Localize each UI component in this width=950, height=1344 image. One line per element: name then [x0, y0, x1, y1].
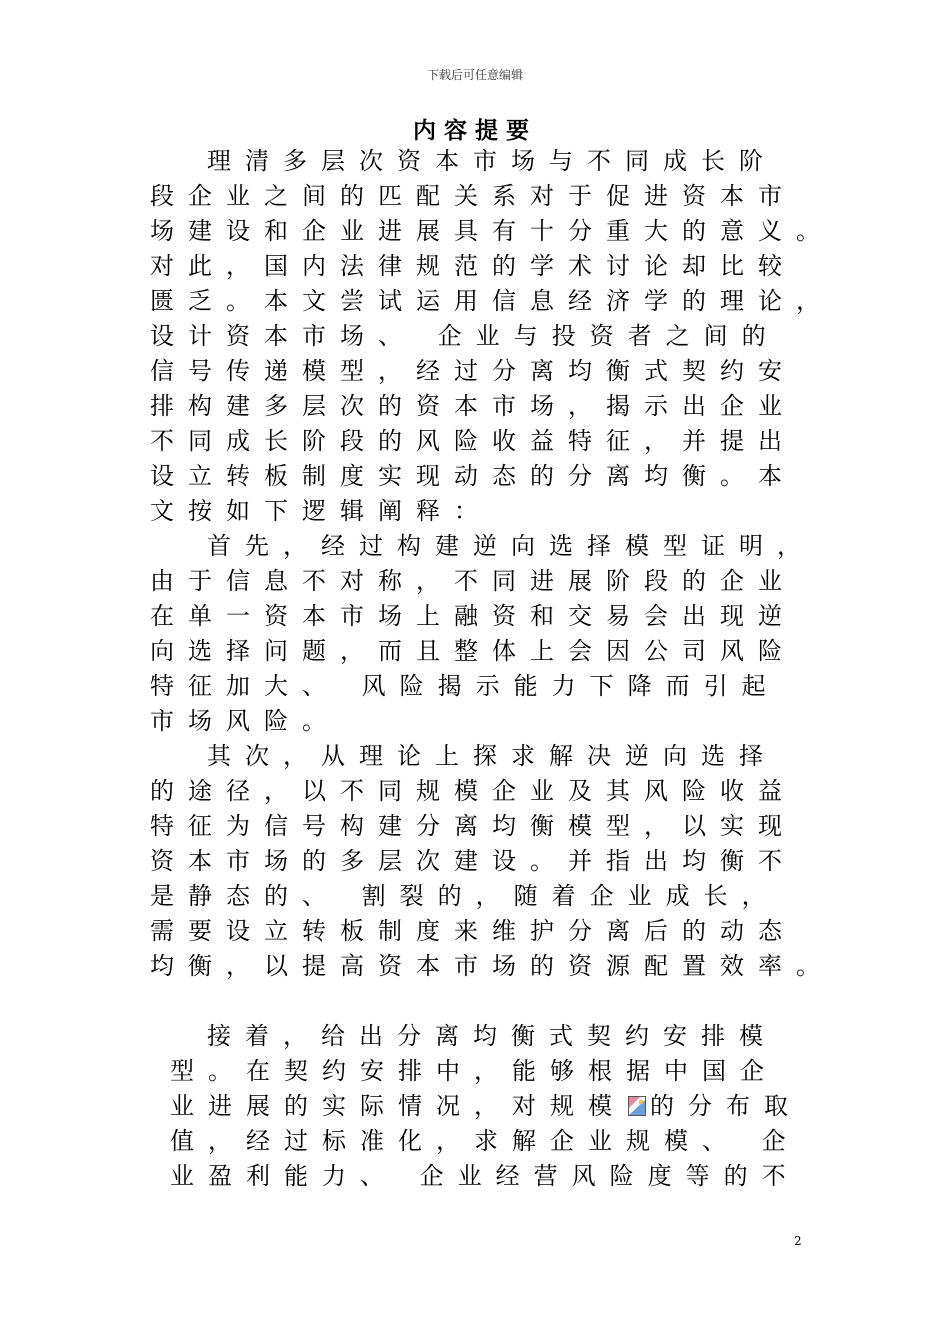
- page-number: 2: [794, 1234, 802, 1248]
- paragraph-line: 型。在契约安排中，能够根据中国企: [170, 1057, 778, 1085]
- paragraph-line: 业盈利能力、 企业经营风险度等的不: [170, 1162, 800, 1190]
- paragraph-line-segment: 业进展的实际情况，对规模: [170, 1092, 626, 1120]
- paragraph-line: 向选择问题，而且整体上会因公司风险: [150, 637, 796, 665]
- paragraph-line: 由于信息不对称，不同进展阶段的企业: [150, 567, 796, 595]
- paragraph-line: 对此，国内法律规范的学术讨论却比较: [150, 252, 796, 280]
- paragraph-line: 在单一资本市场上融资和交易会出现逆: [150, 602, 796, 630]
- header-note: 下载后可任意编辑: [426, 68, 523, 82]
- paragraph-line: 设计资本市场、 企业与投资者之间的: [150, 322, 780, 350]
- paragraph-line: 接着，给出分离均衡式契约安排模: [207, 1022, 777, 1050]
- paragraph-line: 需要设立转板制度来维护分离后的动态: [150, 917, 796, 945]
- paragraph-line: 文按如下逻辑阐释：: [150, 497, 492, 525]
- paragraph-line: 资本市场的多层次建设。并指出均衡不: [150, 847, 796, 875]
- paragraph-line: 匮乏。本文尝试运用信息经济学的理论，: [150, 287, 834, 315]
- paragraph-line: 段企业之间的匹配关系对于促进资本市: [150, 182, 796, 210]
- broken-image-icon: [628, 1093, 646, 1113]
- paragraph-line-with-image: [170, 1091, 802, 1121]
- paragraph-line: 其次，从理论上探求解决逆向选择: [207, 742, 777, 770]
- paragraph-line: 首先，经过构建逆向选择模型证明，: [207, 532, 815, 560]
- paragraph-line: 市场风险。: [150, 707, 340, 735]
- paragraph-line: 均衡，以提高资本市场的资源配置效率。: [150, 952, 834, 980]
- paragraph-line: 特征为信号构建分离均衡模型，以实现: [150, 812, 796, 840]
- paragraph-line: 不同成长阶段的风险收益特征，并提出: [150, 427, 796, 455]
- paragraph-line-segment: 的分布取: [650, 1092, 802, 1120]
- paragraph-line: 是静态的、 割裂的，随着企业成长，: [150, 882, 780, 910]
- paragraph-line: 信号传递模型，经过分离均衡式契约安: [150, 357, 796, 385]
- paragraph-line: 值，经过标准化，求解企业规模、 企: [170, 1127, 800, 1155]
- paragraph-line: 特征加大、 风险揭示能力下降而引起: [150, 672, 780, 700]
- paragraph-line: 设立转板制度实现动态的分离均衡。本: [150, 462, 796, 490]
- paragraph-line: 排构建多层次的资本市场，揭示出企业: [150, 392, 796, 420]
- paragraph-line: 场建设和企业进展具有十分重大的意义。: [150, 217, 834, 245]
- paragraph-line: 的途径，以不同规模企业及其风险收益: [150, 777, 796, 805]
- paragraph-line: 理清多层次资本市场与不同成长阶: [207, 147, 777, 175]
- page-title: 内容提要: [413, 118, 537, 144]
